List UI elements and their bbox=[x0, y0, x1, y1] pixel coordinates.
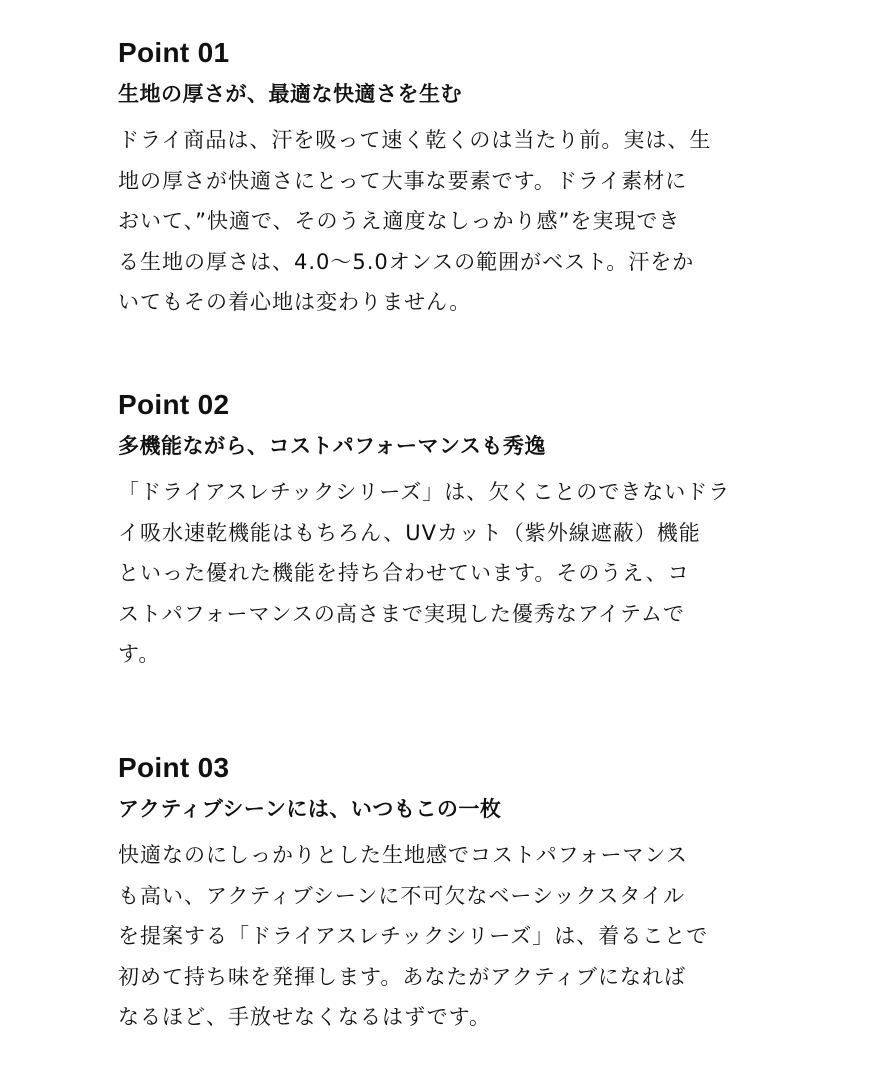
point-body bbox=[118, 472, 768, 675]
point-number: Point 01 bbox=[118, 37, 230, 68]
point-section-01 bbox=[118, 34, 768, 323]
body-line: す。 bbox=[118, 642, 161, 666]
point-heading: 多機能ながら、コストパフォーマンスも秀逸 bbox=[118, 434, 546, 458]
body-line: 初めて持ち味を発揮します。あなたがアクティブになれば bbox=[118, 964, 687, 989]
body-line: ストパフォーマンスの高さまで実現した優秀なアイテムで bbox=[118, 601, 685, 626]
body-line: 「ドライアスレチックシリーズ」は、欠くことのできないドラ bbox=[118, 480, 731, 504]
body-line: も高い、アクティブシーンに不可欠なベーシックスタイル bbox=[118, 883, 685, 908]
body-line: ドライ商品は、汗を吸って速く乾くのは当たり前。実は、生 bbox=[118, 128, 712, 152]
body-line: を提案する「ドライアスレチックシリーズ」は、着ることで bbox=[118, 924, 709, 948]
body-line: なるほど、手放せなくなるはずです。 bbox=[118, 1005, 491, 1029]
body-line: 快適なのにしっかりとした生地感でコストパフォーマンス bbox=[118, 843, 688, 867]
body-line: いてもその着心地は変わりません。 bbox=[118, 290, 472, 314]
point-body bbox=[118, 835, 768, 1038]
body-line: おいて、”快適で、そのうえ適度なしっかり感”を実現でき bbox=[118, 209, 681, 233]
point-body bbox=[118, 120, 768, 323]
point-section-02 bbox=[118, 386, 768, 675]
body-line: イ吸水速乾機能はもちろん、UVカット（紫外線遮蔽）機能 bbox=[118, 520, 701, 545]
point-heading: アクティブシーンには、いつもこの一枚 bbox=[118, 797, 502, 821]
point-number: Point 03 bbox=[118, 752, 230, 783]
body-line: る生地の厚さは、4.0〜5.0オンスの範囲がベスト。汗をか bbox=[118, 249, 695, 274]
point-number: Point 02 bbox=[118, 389, 230, 420]
point-heading: 生地の厚さが、最適な快適さを生む bbox=[118, 82, 462, 106]
body-line: 地の厚さが快適さにとって大事な要素です。ドライ素材に bbox=[118, 168, 688, 193]
point-section-03 bbox=[118, 749, 768, 1038]
body-line: といった優れた機能を持ち合わせています。そのうえ、コ bbox=[118, 561, 690, 585]
